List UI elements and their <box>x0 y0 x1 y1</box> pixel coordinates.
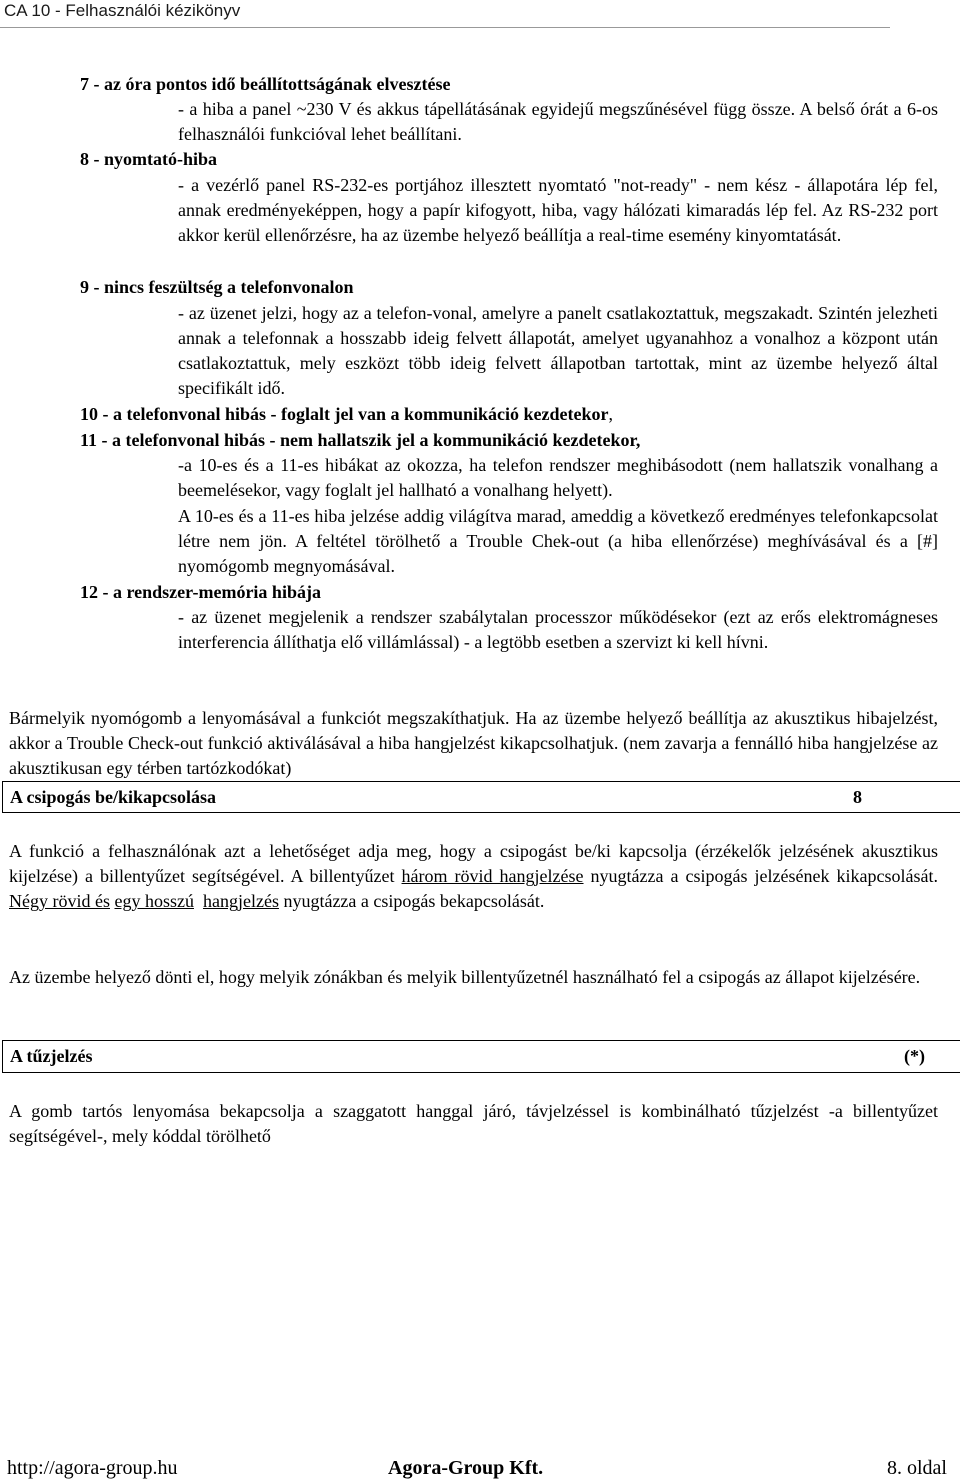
beep-text-b: nyugtázza a csipogás jelzésének kikapcsolását. <box>583 866 938 886</box>
error-12-body: - az üzenet megjelenik a rendszer szabálytalan processzor működésekor (ezt az erős elektromágneses interferencia állíthatja elő villámlással) - a legtöbb esetben a szervizt ki kell hívni. <box>178 607 938 652</box>
error-12-title: 12 - a rendszer-memória hibája <box>80 582 321 602</box>
error-10-title <box>80 402 613 427</box>
error-7-body: - a hiba a panel ~230 V és akkus tápellátásának egyidejű megszűnésével függ össze. A belső órát a 6-os felhasználói funkcióval lehet beállítani. <box>178 99 938 144</box>
error-10-title-text: 10 - a telefonvonal hibás - foglalt jel van a kommunikáció kezdetekor <box>80 404 609 424</box>
section-fire-paragraph: A gomb tartós lenyomása bekapcsolja a szaggatott hanggal járó, távjelzéssel is kombinálható tűzjelzést -a billentyűzet segítségével-, mely kóddal törölhető <box>9 1101 938 1146</box>
header-title: CA 10 - Felhasználói kézikönyv <box>4 1 241 20</box>
beep-text-a: A funkció a felhasználónak azt a lehetőséget adja meg, hogy a csipogást be/ki kapcsolja (érzékelők jelzésének akusztikus kijelzése) a billentyűzet segítségével. A billentyűzet <box>9 841 938 886</box>
section-beep-title: A csipogás be/kikapcsolása <box>10 787 217 807</box>
beep-underline-3: egy hosszú <box>114 891 194 911</box>
section-fire-title: A tűzjelzés <box>10 1046 93 1066</box>
footer-company: Agora-Group Kft. <box>388 1457 544 1479</box>
beep-text-d <box>194 891 203 911</box>
beep-underline-4: hangjelzés <box>202 891 279 911</box>
error-10-title-suffix: , <box>608 404 613 424</box>
beep-underline-1: három rövid hangjelzése <box>401 866 584 886</box>
page-header <box>0 0 890 28</box>
beep-underline-2: Négy rövid és <box>9 891 110 911</box>
section-beep-header <box>2 781 960 813</box>
section-fire-number: (*) <box>904 1046 925 1066</box>
intro-paragraph: Bármelyik nyomógomb a lenyomásával a funkciót megszakíthatjuk. Ha az üzembe helyező beállítja az akusztikus hibajelzést, akkor a Trouble Check-out funkció aktiválásával a hiba hangjelzést kikapcsolhatjuk. (nem zavarja a fennálló hiba hangjelzése az akusztikusan egy térben tartózkodókat) <box>9 708 938 778</box>
error-10-11-body-2: A 10-es és a 11-es hiba jelzése addig világítva marad, ameddig a következő eredményes telefonkapcsolat létre nem jön. A feltétel törölhető a Trouble Chek-out (a hiba ellenőrzése) meghívásával és a [#] nyomógomb megnyomásával. <box>178 506 938 576</box>
section-beep-paragraph-1 <box>9 839 938 914</box>
error-8-body: - a vezérlő panel RS-232-es portjához illesztett nyomtató "not-ready" - nem kész - állapotára lép fel, annak eredményeképpen, hogy a papír kifogyott, hiba, vagy hálózati kimaradás lép fel. Az RS-232 port akkor kerül ellenőrzésre, ha az üzembe helyező beállítja a real-time esemény kinyomtatását. <box>178 175 938 245</box>
section-beep-number: 8 <box>853 787 862 807</box>
error-8-title: 8 - nyomtató-hiba <box>80 149 218 169</box>
error-11-title: 11 - a telefonvonal hibás - nem hallatszik jel a kommunikáció kezdetekor, <box>80 430 641 450</box>
beep-text-e: nyugtázza a csipogás bekapcsolását. <box>278 891 545 911</box>
section-fire-header <box>2 1040 960 1073</box>
error-9-body: - az üzenet jelzi, hogy az a telefon-vonal, amelyre a panelt csatlakoztattuk, megszakadt. Szintén jelezheti annak a telefonnak a hosszabb ideig felvett állapotát, amelyet ugyanahhoz a vonalhoz a központ után csatlakoztattuk, mely eszközt több ideig felvett állapotban tartottak, mint az üzembe helyező által specifikált idő. <box>178 303 938 398</box>
section-beep-paragraph-2: Az üzembe helyező dönti el, hogy melyik zónákban és melyik billentyűzetnél használható fel a csipogás az állapot kijelzésére. <box>9 967 921 987</box>
footer-url[interactable]: http://agora-group.hu <box>7 1457 178 1479</box>
error-9-title: 9 - nincs feszültség a telefonvonalon <box>80 277 354 297</box>
error-10-11-body-1: -a 10-es és a 11-es hibákat az okozza, ha telefon rendszer meghibásodott (nem hallatszik vonalhang a beemelésekor, vagy foglalt jel hallható a vonalhang helyett). <box>178 455 938 500</box>
footer-page-number: 8. oldal <box>887 1457 947 1479</box>
error-7-title: 7 - az óra pontos idő beállítottságának elvesztése <box>80 74 451 94</box>
